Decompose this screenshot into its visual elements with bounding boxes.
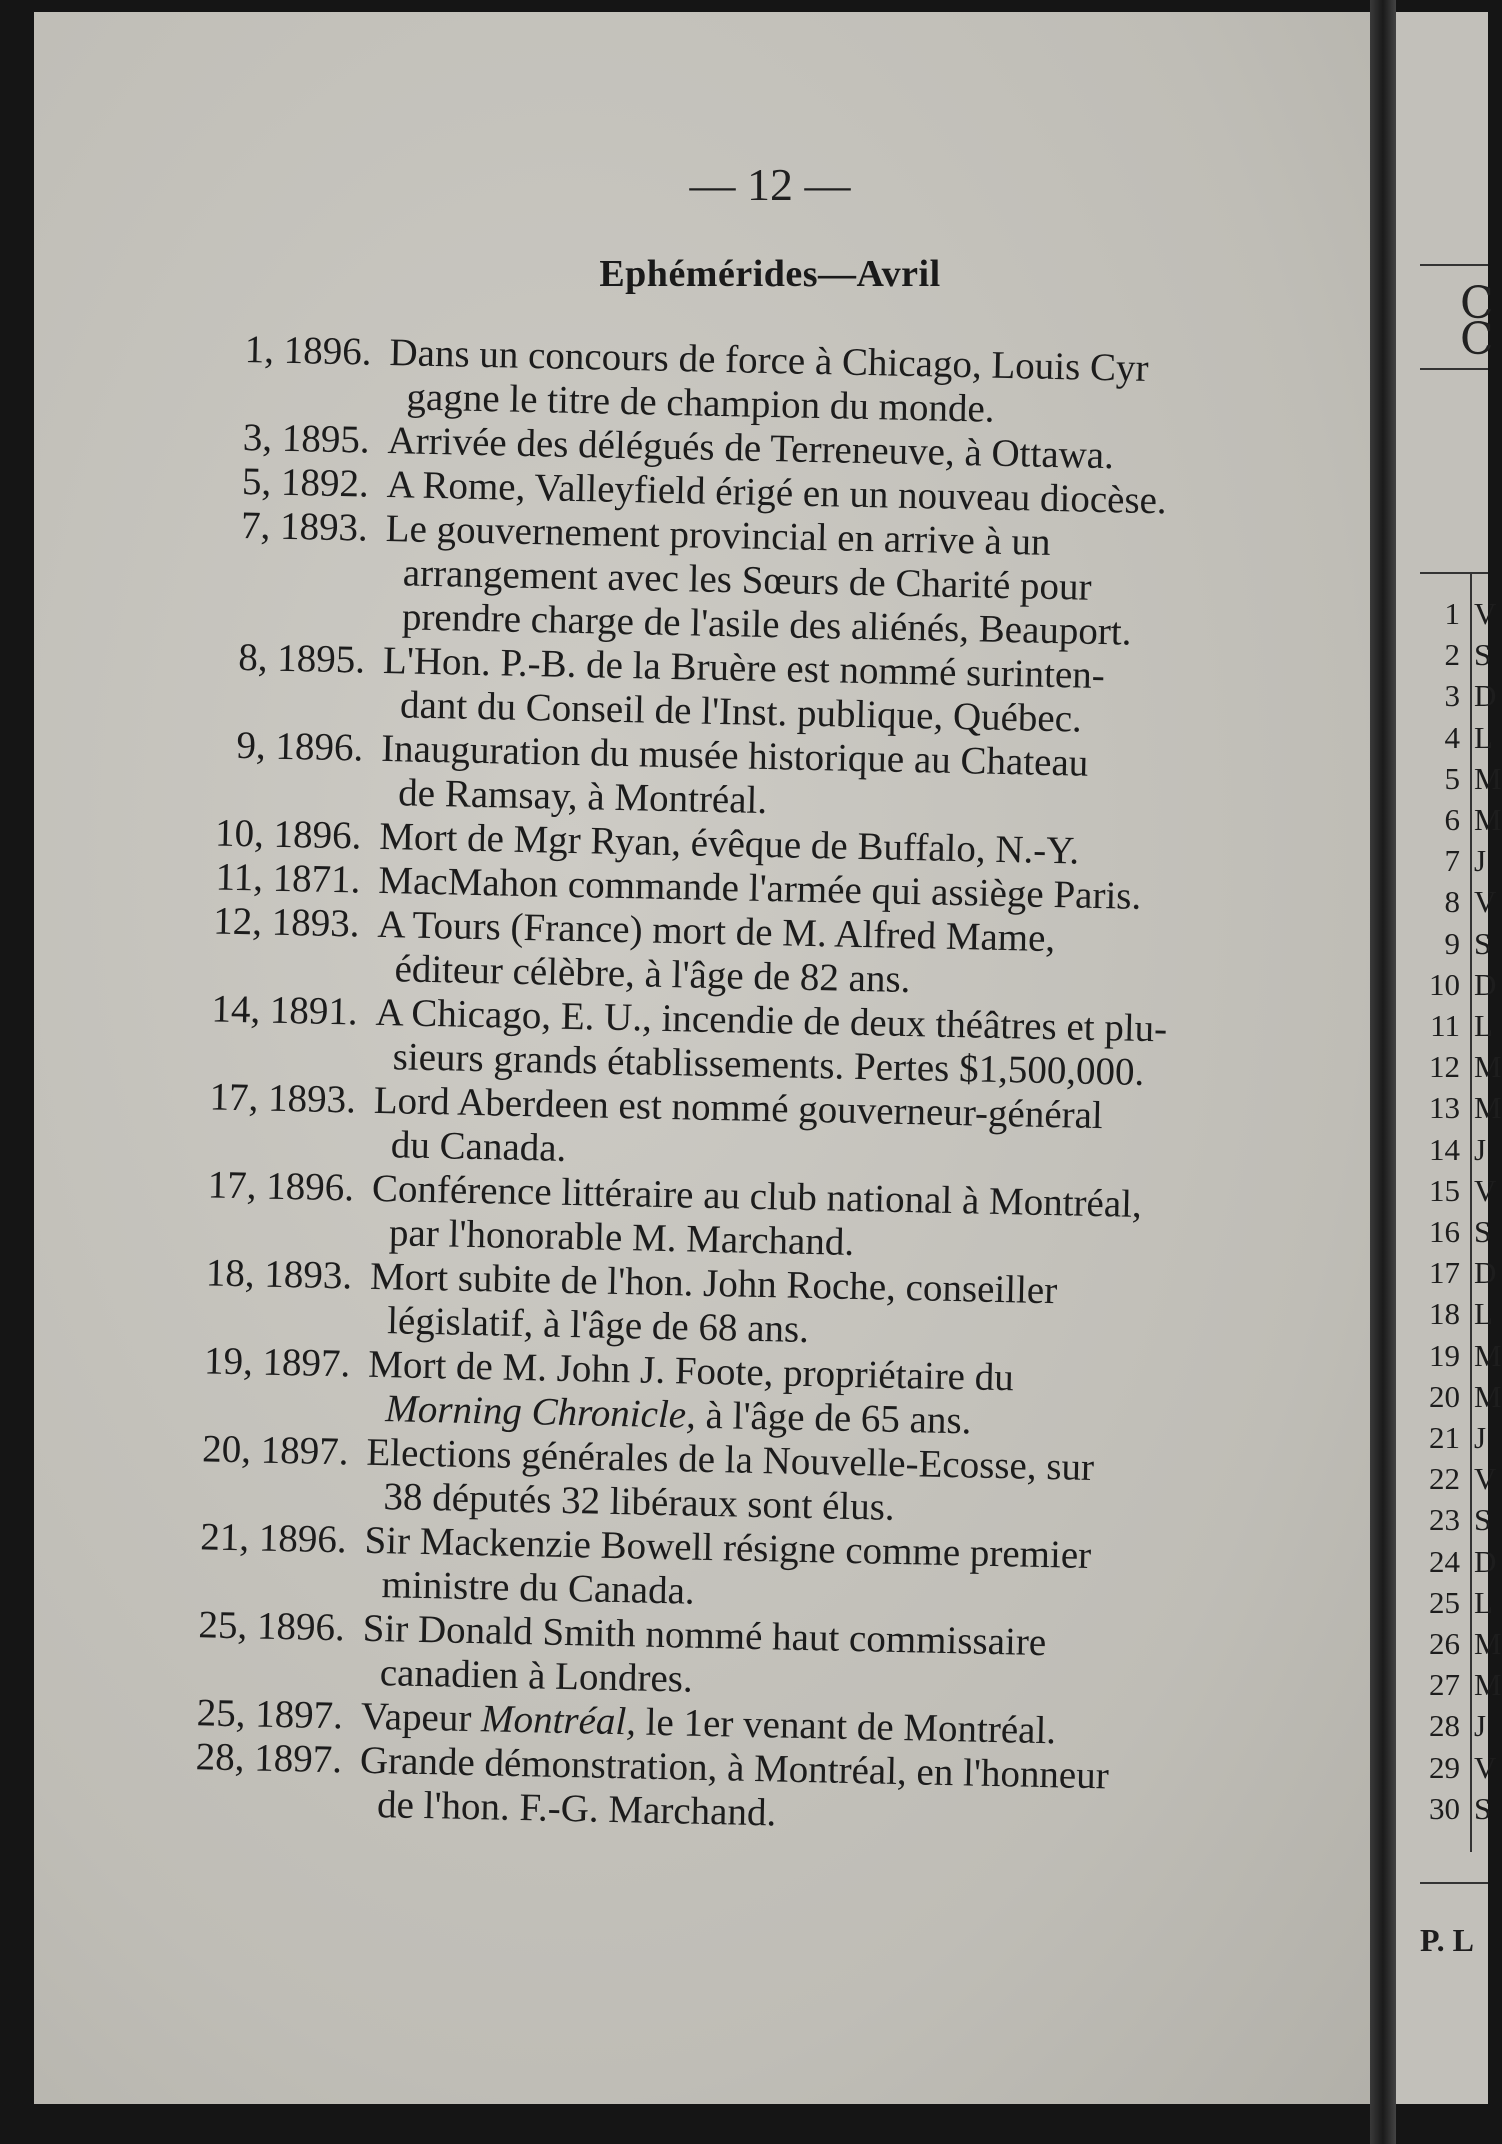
entry-line: A Tours (France) mort de M. Alfred Mame,: [377, 902, 1056, 961]
entry-line: Mort de M. John J. Foote, propriétaire du: [367, 1342, 1015, 1400]
adjacent-weekday-letter: M: [1474, 1667, 1502, 1703]
entry-date: 18, 1893.: [205, 1251, 353, 1298]
entry-line: Le gouvernement provincial en arrive à un: [385, 506, 1052, 564]
adjacent-weekday-letter: M: [1474, 1378, 1502, 1414]
entry-date: 7, 1893.: [240, 503, 369, 550]
adjacent-day-number: 5: [1444, 760, 1460, 796]
adjacent-day-number: 21: [1429, 1420, 1460, 1455]
entry-continuation-line: dant du Conseil de l'Inst. publique, Québec.: [399, 683, 1083, 741]
adjacent-day-number: 25: [1429, 1584, 1460, 1620]
adjacent-calendar-row: [1420, 1543, 1497, 1584]
entry-date: 25, 1896.: [198, 1603, 346, 1650]
entry-date: 1, 1896.: [244, 327, 372, 374]
adjacent-page: [1396, 12, 1502, 2104]
entry-continuation-line: de l'hon. F.-G. Marchand.: [376, 1783, 777, 1835]
entry-date: 14, 1891.: [211, 987, 359, 1034]
entry-continuation-line: de Ramsay, à Montréal.: [397, 771, 768, 823]
entry-date: 3, 1895.: [242, 415, 371, 462]
adjacent-day-number: 13: [1429, 1090, 1460, 1126]
adjacent-day-number: 12: [1429, 1049, 1460, 1085]
entry-line: Inauguration du musée historique au Chateau: [380, 726, 1089, 785]
adjacent-weekday-letter: M: [1474, 1049, 1502, 1085]
adjacent-weekday-letter: D: [1474, 1543, 1497, 1579]
entry-date: 21, 1896.: [199, 1515, 348, 1562]
adjacent-day-number: 7: [1444, 843, 1460, 879]
entry-continuation-line: ministre du Canada.: [381, 1563, 696, 1613]
entry-line: Dans un concours de force à Chicago, Louis Cyr: [389, 331, 1149, 390]
adjacent-top-rule: [1420, 264, 1488, 266]
entry-continuation-line: sieurs grands établissements. Pertes $1,500,000.: [392, 1035, 1145, 1094]
adjacent-day-number: 10: [1429, 966, 1460, 1002]
entry-continuation-line: canadien à Londres.: [379, 1651, 694, 1701]
adjacent-calendar-row: [1420, 1296, 1493, 1336]
entry-date: 17, 1896.: [207, 1163, 355, 1210]
entry-line: Elections générales de la Nouvelle-Ecosse, sur: [366, 1430, 1095, 1490]
adjacent-day-number: 22: [1429, 1461, 1460, 1497]
adjacent-day-number: 2: [1444, 637, 1460, 673]
adjacent-calendar-row: [1420, 1461, 1497, 1501]
adjacent-weekday-letter: V: [1474, 1461, 1497, 1497]
adjacent-weekday-letter: V: [1474, 884, 1497, 920]
adjacent-calendar-row: [1420, 1626, 1502, 1666]
adjacent-calendar-row: [1420, 1790, 1492, 1831]
entry-line: MacMahon commande l'armée qui assiège Paris.: [377, 858, 1142, 918]
adjacent-day-number: 18: [1429, 1296, 1460, 1332]
adjacent-weekday-letter: V: [1474, 1749, 1497, 1785]
adjacent-calendar-row: [1420, 1667, 1502, 1707]
ephemeris-entry: [144, 502, 1347, 659]
adjacent-day-number: 9: [1444, 925, 1460, 961]
adjacent-bottom-rule: [1420, 1882, 1488, 1884]
entry-line: Sir Mackenzie Bowell résigne comme premier: [364, 1518, 1092, 1577]
entry-date: 5, 1892.: [241, 459, 370, 506]
adjacent-calendar-row: [1420, 966, 1497, 1007]
adjacent-day-number: 8: [1444, 884, 1460, 920]
entry-date: 19, 1897.: [203, 1339, 351, 1386]
adjacent-weekday-letter: L: [1474, 1296, 1493, 1332]
adjacent-heading-bottom: C: [1460, 314, 1494, 365]
entry-date: 20, 1897.: [201, 1427, 349, 1474]
entry-italic-name: Morning Chronicle,: [384, 1387, 697, 1437]
adjacent-weekday-letter: V: [1474, 1172, 1497, 1208]
adjacent-weekday-letter: D: [1474, 1255, 1497, 1291]
entry-line: Mort subite de l'hon. John Roche, conseiller: [369, 1254, 1058, 1313]
adjacent-weekday-letter: S: [1474, 637, 1492, 673]
adjacent-calendar-row: [1420, 802, 1502, 842]
entry-continuation-line: arrangement avec les Sœurs de Charité pour: [402, 551, 1092, 609]
adjacent-weekday-letter: J: [1474, 1708, 1487, 1744]
adjacent-day-number: 26: [1429, 1626, 1460, 1661]
entry-line-rest: à l'âge de 65 ans.: [695, 1393, 972, 1443]
page-number: — 12 —: [689, 159, 851, 210]
entry-line: Mort de Mgr Ryan, évêque de Buffalo, N.-Y.: [378, 814, 1080, 873]
adjacent-calendar-row: [1420, 925, 1492, 966]
adjacent-weekday-letter: J: [1474, 843, 1487, 879]
adjacent-calendar-row: [1420, 1132, 1488, 1172]
adjacent-calendar-row: [1420, 1502, 1492, 1542]
adjacent-calendar-row: [1420, 884, 1497, 924]
entry-line: L'Hon. P.-B. de la Bruère est nommé surinten-: [382, 638, 1106, 698]
adjacent-day-number: 1: [1444, 596, 1460, 631]
adjacent-weekday-letter: D: [1474, 678, 1497, 714]
adjacent-day-number: 20: [1429, 1378, 1460, 1414]
adjacent-weekday-letter: V: [1474, 596, 1497, 631]
book-gutter: [1370, 0, 1396, 2144]
adjacent-calendar-row: [1420, 843, 1488, 883]
adjacent-day-number: 23: [1429, 1502, 1460, 1538]
entry-date: 9, 1896.: [236, 723, 364, 770]
adjacent-calendar-row: [1420, 1378, 1502, 1419]
adjacent-calendar-row: [1420, 719, 1493, 760]
page-title: Ephémérides—Avril: [599, 253, 941, 295]
adjacent-weekday-letter: D: [1474, 966, 1497, 1002]
adjacent-weekday-letter: M: [1474, 1626, 1502, 1661]
entry-continuation-line: prendre charge de l'asile des aliénés, Beauport.: [401, 595, 1132, 654]
adjacent-calendar-row: [1420, 1584, 1493, 1625]
adjacent-weekday-letter: J: [1474, 1420, 1487, 1455]
entry-line-prefix: Vapeur: [360, 1694, 482, 1741]
entry-line: Lord Aberdeen est nommé gouverneur-général: [373, 1078, 1104, 1138]
entry-line: Arrivée des délégués de Terreneuve, à Ottawa.: [387, 419, 1115, 478]
adjacent-day-number: 6: [1444, 802, 1460, 837]
entry-italic-name: Montréal,: [480, 1697, 637, 1744]
entry-line: A Chicago, E. U., incendie de deux théâtres et plu-: [375, 990, 1168, 1051]
entry-continuation-line: éditeur célèbre, à l'âge de 82 ans.: [394, 947, 911, 1002]
adjacent-weekday-letter: S: [1474, 925, 1492, 961]
entry-line-rest: le 1er venant de Montréal.: [635, 1700, 1057, 1753]
adjacent-day-number: 14: [1429, 1131, 1460, 1167]
adjacent-calendar-row: [1420, 760, 1502, 801]
entry-line: Conférence littéraire au club national à Montréal,: [371, 1166, 1143, 1226]
adjacent-calendar-row: [1420, 1255, 1497, 1295]
adjacent-calendar-row: [1420, 1214, 1492, 1254]
entry-date: 28, 1897.: [195, 1735, 343, 1782]
adjacent-calendar-row: [1420, 1337, 1502, 1378]
adjacent-calendar-row: [1420, 1090, 1502, 1130]
adjacent-day-number: 28: [1429, 1708, 1460, 1744]
adjacent-day-number: 19: [1429, 1337, 1460, 1373]
adjacent-day-number: 24: [1429, 1543, 1460, 1579]
entry-date: 12, 1893.: [212, 899, 360, 946]
adjacent-weekday-letter: L: [1474, 1008, 1493, 1043]
adjacent-calendar-row: [1420, 678, 1497, 718]
adjacent-weekday-letter: M: [1474, 1090, 1502, 1126]
entry-date: 11, 1871.: [215, 855, 361, 902]
adjacent-table-rule: [1420, 572, 1488, 574]
adjacent-day-number: 3: [1444, 678, 1460, 714]
entry-continuation-line: législatif, à l'âge de 68 ans.: [386, 1299, 810, 1352]
adjacent-weekday-letter: S: [1474, 1790, 1492, 1826]
adjacent-weekday-letter: M: [1474, 1337, 1502, 1373]
adjacent-day-number: 16: [1429, 1214, 1460, 1249]
entry-line: Sir Donald Smith nommé haut commissaire: [362, 1606, 1047, 1665]
entry-continuation-line: du Canada.: [390, 1123, 567, 1170]
ephemerides-list: [119, 326, 1350, 1847]
entry-date: 8, 1895.: [237, 635, 366, 682]
entry-line: Grande démonstration, à Montréal, en l'honneur: [359, 1738, 1110, 1798]
adjacent-calendar-row: [1420, 1008, 1493, 1048]
entry-date: 10, 1896.: [214, 811, 362, 858]
adjacent-day-number: 4: [1444, 719, 1460, 755]
adjacent-header-rule: [1420, 368, 1488, 370]
adjacent-day-number: 27: [1429, 1667, 1460, 1703]
entry-date: 25, 1897.: [196, 1691, 344, 1738]
adjacent-footer: P. L: [1420, 1922, 1474, 1958]
adjacent-calendar-row: [1420, 1049, 1502, 1089]
adjacent-weekday-letter: J: [1474, 1131, 1487, 1167]
adjacent-calendar-row: [1420, 637, 1492, 677]
adjacent-weekday-letter: S: [1474, 1502, 1492, 1538]
adjacent-day-number: 29: [1429, 1749, 1460, 1785]
entry-date: 17, 1893.: [209, 1075, 357, 1122]
entry-text: [383, 507, 1346, 659]
adjacent-calendar-row: [1420, 1749, 1497, 1790]
adjacent-weekday-letter: M: [1474, 760, 1502, 796]
adjacent-weekday-letter: L: [1474, 719, 1493, 755]
adjacent-heading-top: C: [1460, 278, 1494, 329]
adjacent-calendar-row: [1420, 1708, 1488, 1748]
entry-line: A Rome, Valleyfield érigé en un nouveau diocèse.: [386, 462, 1168, 523]
adjacent-weekday-letter: M: [1474, 802, 1502, 837]
adjacent-calendar-row: [1420, 596, 1497, 636]
adjacent-day-number: 15: [1429, 1172, 1460, 1208]
entry-continuation-line: par l'honorable M. Marchand.: [388, 1211, 855, 1264]
adjacent-day-number: 17: [1429, 1255, 1460, 1291]
adjacent-weekday-letter: L: [1474, 1584, 1493, 1620]
entry-continuation-line: gagne le titre de champion du monde.: [406, 375, 995, 431]
entry-continuation-line: 38 députés 32 libéraux sont élus.: [383, 1475, 896, 1529]
adjacent-calendar-row: [1420, 1420, 1488, 1460]
adjacent-day-number: 11: [1430, 1008, 1460, 1043]
adjacent-weekday-letter: S: [1474, 1214, 1492, 1249]
adjacent-calendar-row: [1420, 1172, 1497, 1213]
adjacent-day-number: 30: [1429, 1790, 1460, 1826]
